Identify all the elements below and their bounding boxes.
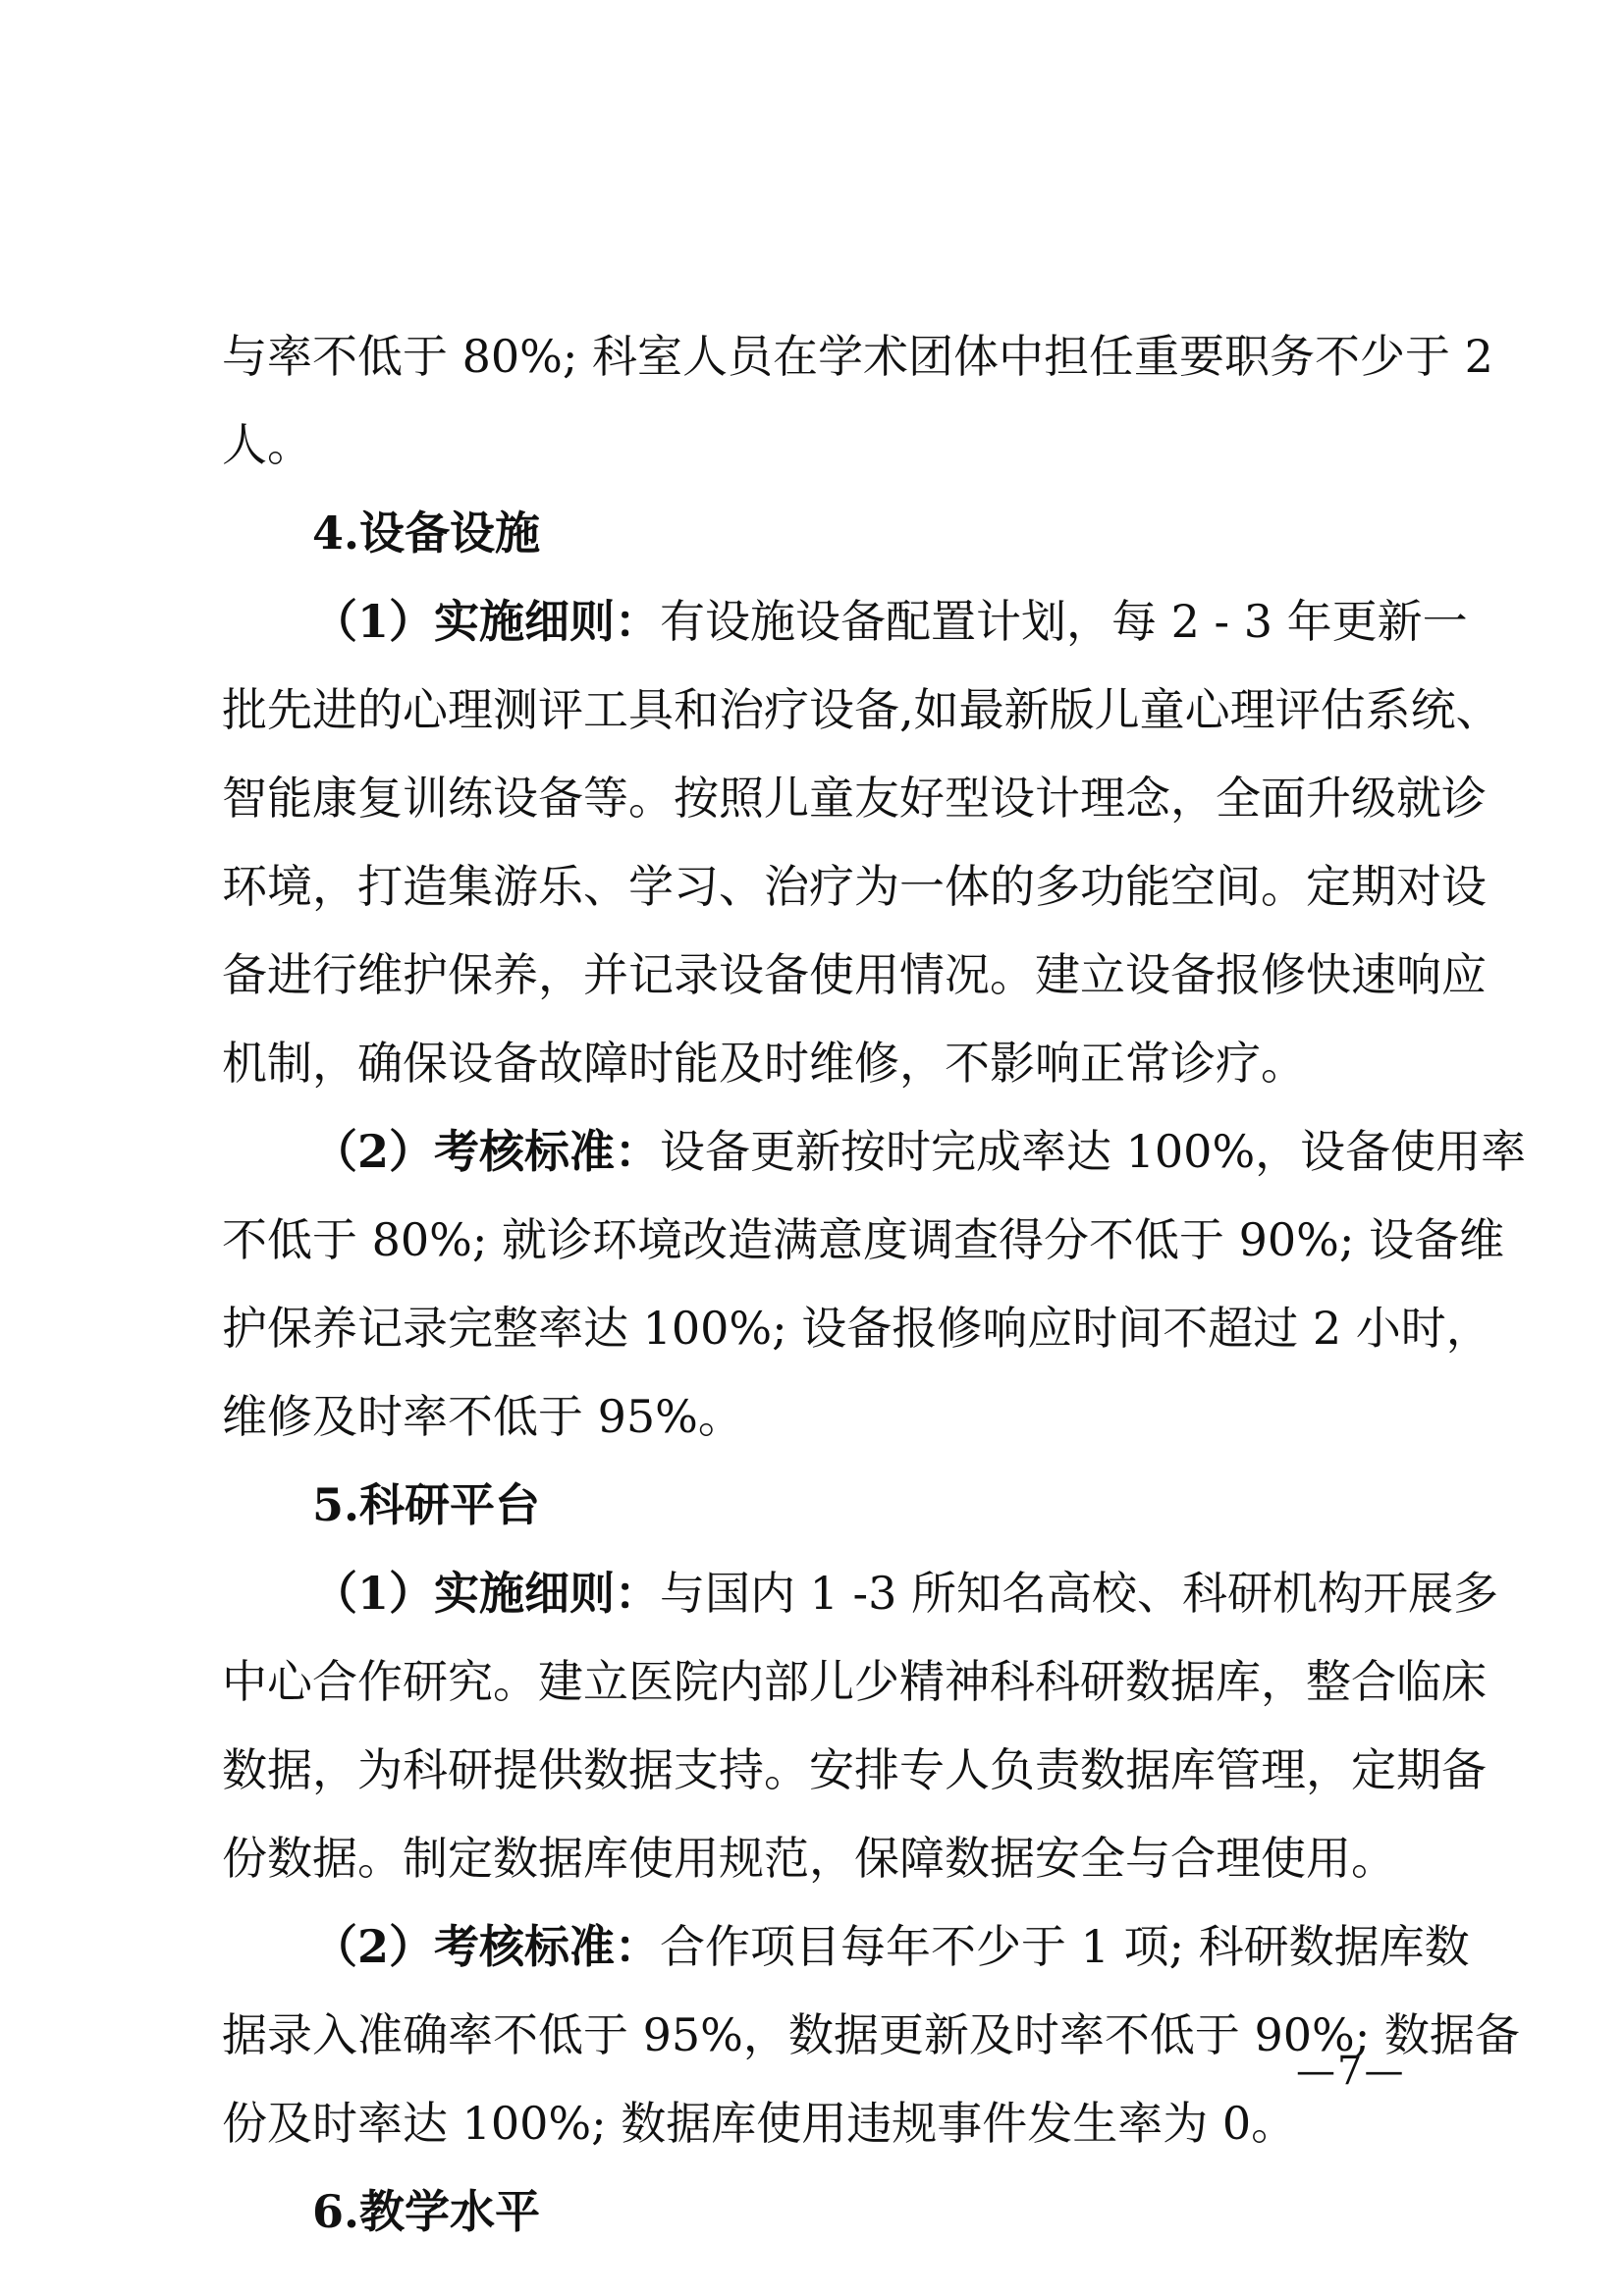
paragraph-line: 份及时率达 100%; 数据库使用违规事件发生率为 0。 — [222, 2097, 1297, 2150]
page-number: —7— — [1296, 2049, 1406, 2094]
clause-text: 与国内 1 -3 所知名高校、科研机构开展多 — [660, 1567, 1498, 1620]
clause-label: （1）实施细则： — [312, 595, 661, 648]
paragraph-line: 与率不低于 80%; 科室人员在学术团体中担任重要职务不少于 2 — [222, 330, 1493, 383]
paragraph-line: 机制，确保设备故障时能及时维修，不影响正常诊疗。 — [222, 1037, 1306, 1090]
clause-text: 合作项目每年不少于 1 项; 科研数据库数 — [660, 1920, 1470, 1973]
paragraph-line — [222, 1107, 1527, 1196]
clause-label: （1）实施细则： — [312, 1567, 661, 1620]
paragraph-line: 备进行维护保养，并记录设备使用情况。建立设备报修快速响应 — [222, 948, 1487, 1001]
document-body — [222, 312, 1527, 2256]
paragraph-line: 人。 — [222, 418, 312, 471]
paragraph-line: 份数据。制定数据库使用规范，保障数据安全与合理使用。 — [222, 1832, 1396, 1885]
paragraph-line: 中心合作研究。建立医院内部儿少精神科科研数据库，整合临床 — [222, 1655, 1487, 1708]
paragraph-line: 智能康复训练设备等。按照儿童友好型设计理念，全面升级就诊 — [222, 772, 1487, 825]
clause-label: （2）考核标准： — [312, 1125, 661, 1178]
clause-text: 设备更新按时完成率达 100%，设备使用率 — [660, 1125, 1527, 1178]
paragraph-line — [222, 1549, 1498, 1637]
clause-text: 有设施设备配置计划，每 2 - 3 年更新一 — [660, 595, 1468, 648]
clause-label: （2）考核标准： — [312, 1920, 661, 1973]
paragraph-line: 维修及时率不低于 95%。 — [222, 1390, 743, 1443]
paragraph-line: 批先进的心理测评工具和治疗设备,如最新版儿童心理评估系统、 — [222, 683, 1501, 736]
paragraph-line: 据录入准确率不低于 95%，数据更新及时率不低于 90%; 数据备 — [222, 2008, 1520, 2061]
paragraph-line — [222, 577, 1468, 666]
section-heading-research: 5.科研平台 — [312, 1478, 541, 1531]
paragraph-line: 不低于 80%; 就诊环境改造满意度调查得分不低于 90%; 设备维 — [222, 1213, 1504, 1266]
paragraph-line: 环境，打造集游乐、学习、治疗为一体的多功能空间。定期对设 — [222, 860, 1487, 913]
section-heading-equipment: 4.设备设施 — [312, 507, 541, 560]
paragraph-line: 护保养记录完整率达 100%; 设备报修响应时间不超过 2 小时， — [222, 1302, 1491, 1355]
paragraph-line — [222, 1902, 1470, 1991]
section-heading-teaching: 6.教学水平 — [312, 2185, 541, 2238]
paragraph-line: 数据，为科研提供数据支持。安排专人负责数据库管理，定期备 — [222, 1743, 1487, 1796]
